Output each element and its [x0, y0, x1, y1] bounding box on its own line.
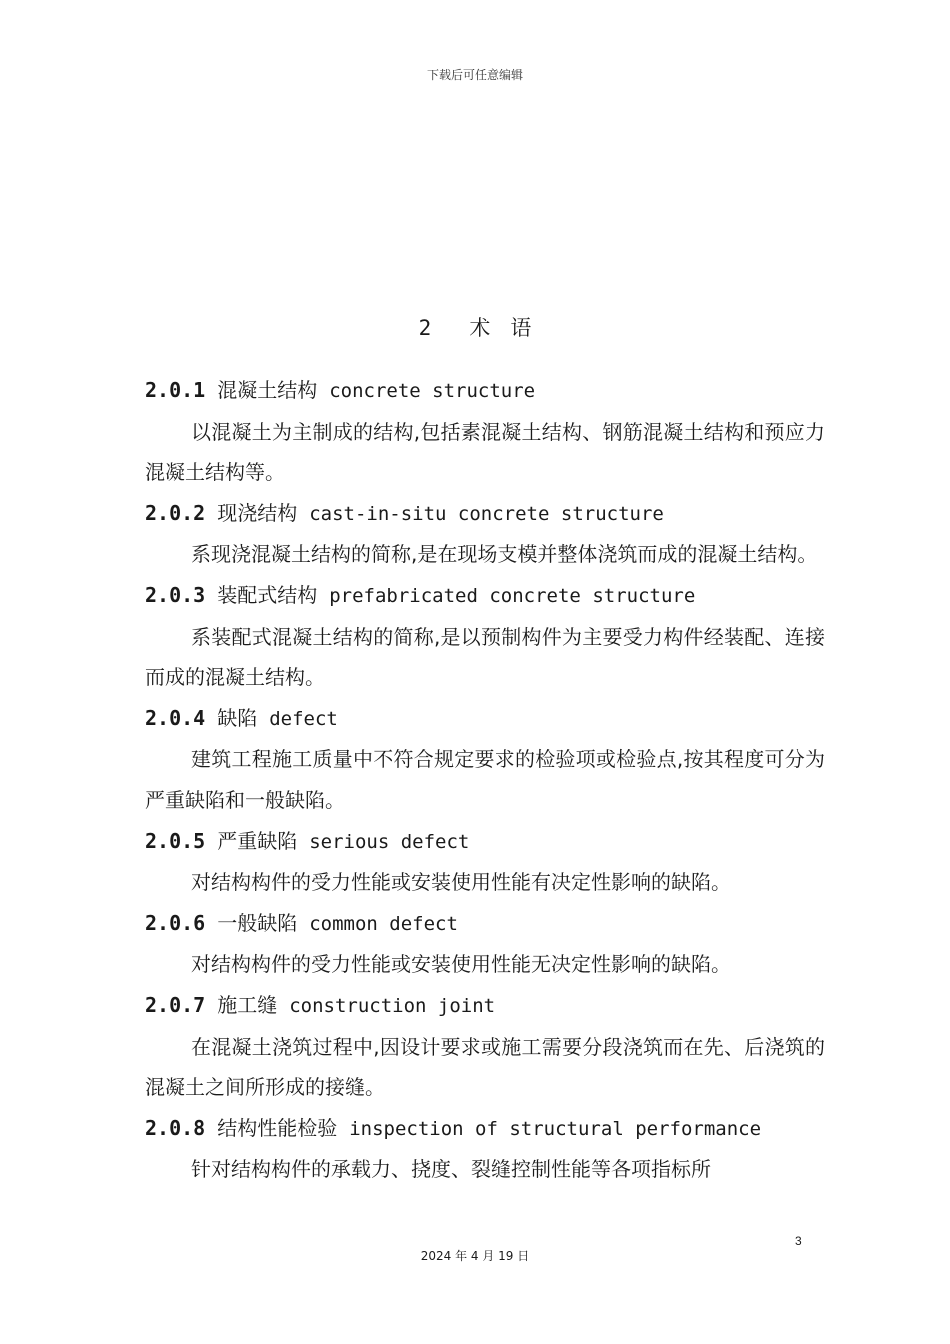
term-chinese: 现浇结构	[217, 500, 298, 525]
term-english: common defect	[309, 912, 458, 935]
chapter-title-char-1: 术	[469, 316, 491, 340]
header-note: 下载后可任意编辑	[426, 68, 523, 82]
term-chinese: 一般缺陷	[217, 910, 298, 935]
term-chinese: 结构性能检验	[217, 1115, 338, 1140]
term-heading	[145, 1108, 825, 1150]
chapter-title-char-2: 语	[510, 316, 532, 340]
term-chinese: 装配式结构	[217, 582, 318, 607]
term-chinese: 严重缺陷	[217, 828, 298, 853]
terms-list	[145, 370, 825, 1190]
page-number: 3	[795, 1234, 802, 1248]
term-number: 2.0.5	[145, 828, 206, 853]
term-definition: 建筑工程施工质量中不符合规定要求的检验项或检验点,按其程度可分为严重缺陷和一般缺陷。	[145, 747, 825, 812]
term-heading	[145, 903, 825, 945]
term-number: 2.0.2	[145, 500, 206, 525]
term-number: 2.0.8	[145, 1115, 206, 1140]
term-english: concrete structure	[329, 380, 536, 402]
page-date: 2024 年 4 月 19 日	[420, 1249, 530, 1263]
chapter-title	[0, 312, 950, 342]
term-number: 2.0.6	[145, 910, 206, 935]
term-chinese: 缺陷	[217, 705, 258, 730]
chapter-number: 2	[418, 316, 432, 340]
term-definition: 以混凝土为主制成的结构,包括素混凝土结构、钢筋混凝土结构和预应力混凝土结构等。	[145, 419, 825, 485]
term-heading	[145, 493, 825, 535]
term-definition: 系装配式混凝土结构的简称,是以预制构件为主要受力构件经装配、连接而成的混凝土结构。	[145, 624, 825, 690]
term-english: serious defect	[309, 830, 470, 853]
term-heading	[145, 698, 825, 740]
term-heading	[145, 575, 825, 617]
term-english: defect	[269, 707, 338, 730]
term-definition: 针对结构构件的承载力、挠度、裂缝控制性能等各项指标所	[191, 1157, 711, 1182]
term-definition: 在混凝土浇筑过程中,因设计要求或施工需要分段浇筑而在先、后浇筑的混凝土之间所形成的接缝。	[145, 1034, 825, 1100]
term-number: 2.0.4	[145, 705, 206, 730]
term-definition: 对结构构件的受力性能或安装使用性能有决定性影响的缺陷。	[191, 870, 731, 895]
term-english: cast-in-situ concrete structure	[309, 502, 664, 525]
term-number: 2.0.7	[145, 992, 206, 1017]
term-english: inspection of structural performance	[349, 1117, 762, 1140]
term-number: 2.0.1	[145, 378, 206, 402]
term-english: prefabricated concrete structure	[329, 584, 696, 607]
term-heading	[145, 985, 825, 1027]
term-definition: 对结构构件的受力性能或安装使用性能无决定性影响的缺陷。	[191, 952, 731, 977]
term-chinese: 施工缝	[217, 992, 278, 1017]
term-heading	[145, 370, 825, 412]
term-english: construction joint	[289, 994, 496, 1017]
term-chinese: 混凝土结构	[217, 378, 318, 402]
term-definition: 系现浇混凝土结构的简称,是在现场支模并整体浇筑而成的混凝土结构。	[191, 542, 818, 567]
term-heading	[145, 821, 825, 863]
term-number: 2.0.3	[145, 582, 206, 607]
